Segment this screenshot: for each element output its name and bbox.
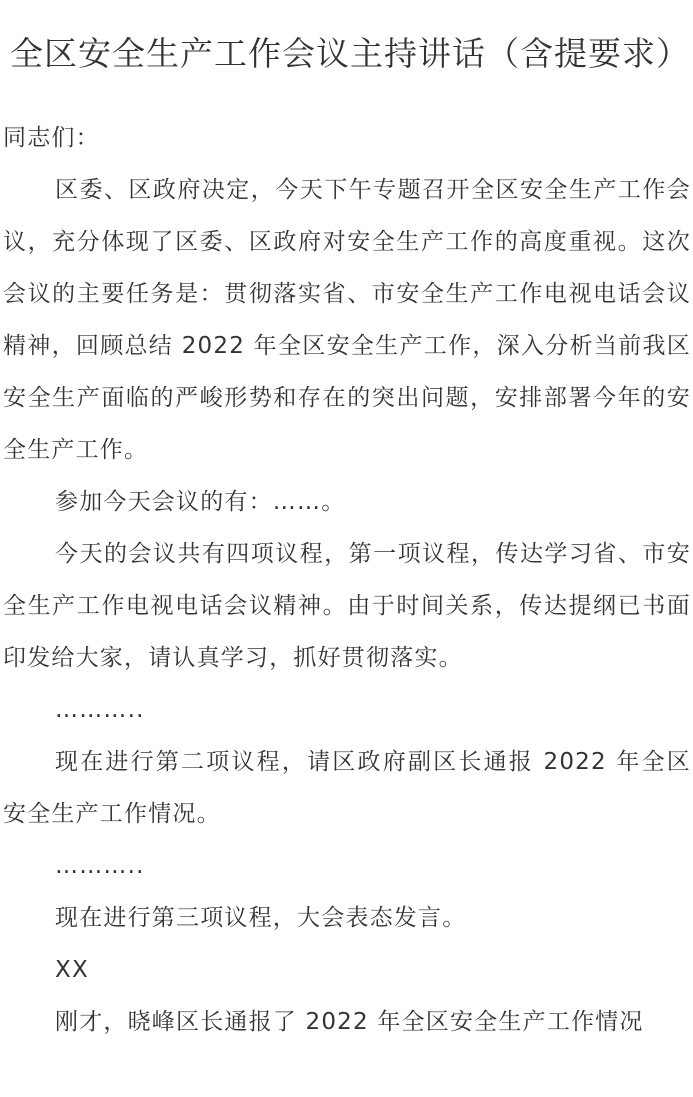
ellipsis-line: ……….. — [55, 853, 145, 879]
paragraph-agenda-item-2: 现在进行第二项议程，请区政府副区长通报 2022 年全区安全生产工作情况。 — [3, 749, 691, 827]
paragraph-attendees: 参加今天会议的有：……。 — [55, 489, 346, 515]
document-body — [0, 112, 693, 1048]
ellipsis-line: ……….. — [55, 697, 145, 723]
paragraph-meeting-purpose: 区委、区政府决定，今天下午专题召开全区安全生产工作会议，充分体现了区委、区政府对安全生产工作的高度重视。这次会议的主要任务是：贯彻落实省、市安全生产工作电视电话会议精神，回顾总结 2022 年全区安全生产工作，深入分析当前我区安全生产面临的严峻形势和存在的突出问题，安排部署今年的安全生产工作。 — [3, 177, 691, 463]
paragraph-summary: 刚才，晓峰区长通报了 2022 年全区安全生产工作情况 — [55, 1009, 644, 1035]
speaker-placeholder: XX — [55, 957, 89, 983]
salutation: 同志们： — [3, 125, 100, 151]
paragraph-agenda-item-1: 今天的会议共有四项议程，第一项议程，传达学习省、市安全生产工作电视电话会议精神。由于时间关系，传达提纲已书面印发给大家，请认真学习，抓好贯彻落实。 — [3, 541, 691, 671]
document-title: 全区安全生产工作会议主持讲话（含提要求） — [10, 34, 690, 73]
paragraph-agenda-item-3: 现在进行第三项议程，大会表态发言。 — [55, 905, 467, 931]
